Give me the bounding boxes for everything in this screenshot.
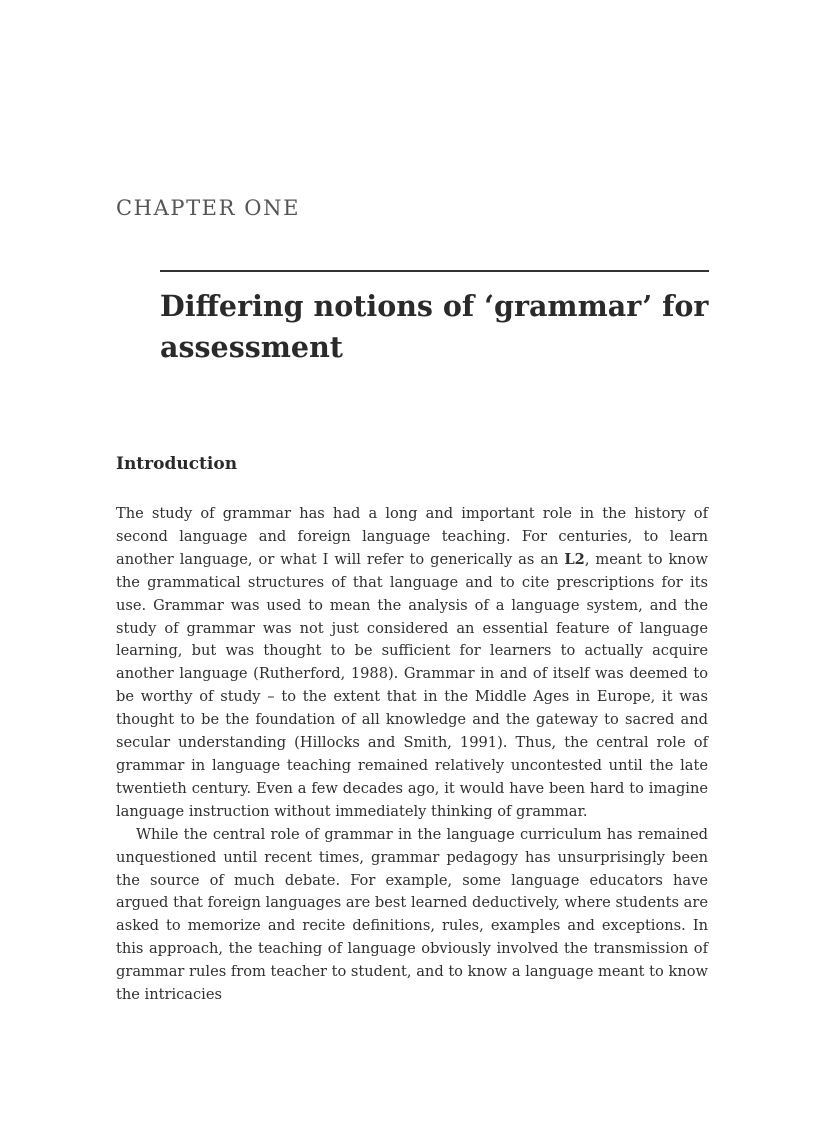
title-rule — [160, 270, 709, 272]
term-l2: L2 — [564, 550, 585, 568]
paragraph-2: While the central role of grammar in the language curriculum has remained unquestioned until recent times, grammar pedagogy has unsurprisingly been the source of much debate. For example, some language educators have argued that foreign languages are best learned deductively, where students are asked to memorize and recite definitions, rules, examples and exceptions. In this approach, the teaching of language obviously involved the transmission of grammar rules from teacher to student, and to know a language meant to know the intricacies — [116, 825, 708, 1004]
body-text — [116, 503, 708, 1007]
chapter-title: Differing notions of ‘grammar’ for assessment — [160, 289, 709, 364]
paragraph-1-text-before: The study of grammar has had a long and important role in the history of second language and foreign language teaching. For centuries, to learn another language, or what I will refer to generically as an — [116, 505, 708, 568]
chapter-label: CHAPTER ONE — [116, 196, 301, 220]
paragraph-1 — [116, 503, 708, 824]
section-heading: Introduction — [116, 454, 238, 474]
paragraph-1-text-after: , meant to know the grammatical structures of that language and to cite prescriptions for its use. Grammar was used to mean the analysis of a language system, and the study of grammar was not just considered an essential feature of language learning, but was thought to be sufficient for learners to actually acquire another language (Rutherford, 1988). Grammar in and of itself was deemed to be worthy of study – to the extent that in the Middle Ages in Europe, it was thought to be the foundation of all knowledge and the gateway to sacred and secular understanding (Hillocks and Smith, 1991). Thus, the central role of grammar in language teaching remained relatively uncontested until the late twentieth century. Even a few decades ago, it would have been hard to imagine language instruction without immediately thinking of grammar. — [116, 550, 708, 820]
